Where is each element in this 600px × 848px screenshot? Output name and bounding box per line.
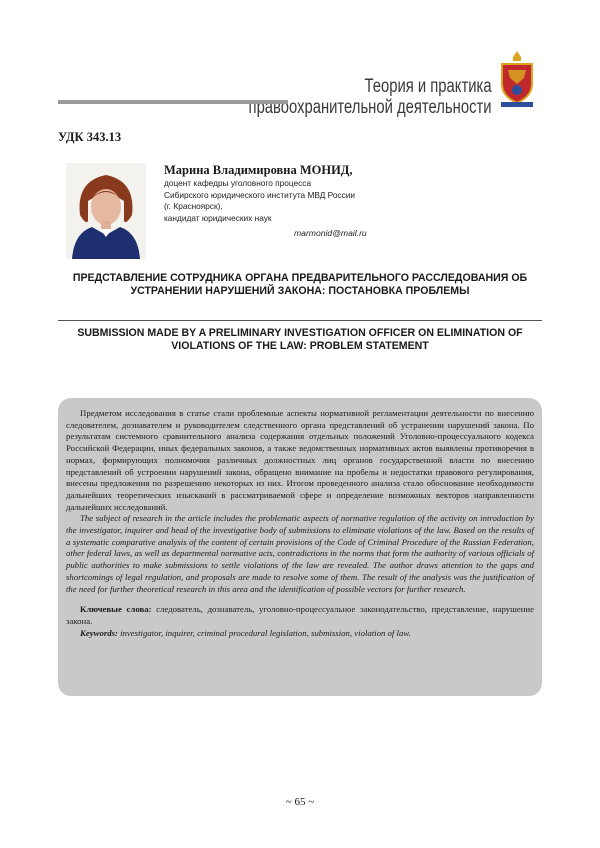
author-info bbox=[164, 162, 404, 238]
author-city: (г. Красноярск), bbox=[164, 201, 404, 213]
journal-title bbox=[249, 76, 492, 118]
header-rule bbox=[58, 100, 288, 104]
author-institute: Сибирского юридического института МВД России bbox=[164, 190, 404, 202]
keywords-en-label: Keywords: bbox=[80, 628, 118, 638]
article-title-ru: ПРЕДСТАВЛЕНИЕ СОТРУДНИКА ОРГАНА ПРЕДВАРИТЕЛЬНОГО РАССЛЕДОВАНИЯ ОБ УСТРАНЕНИИ НАРУШЕНИЙ ЗАКОНА: ПОСТАНОВКА ПРОБЛЕМЫ bbox=[58, 272, 542, 297]
keywords-section bbox=[66, 604, 534, 639]
keywords-ru-label: Ключевые слова: bbox=[80, 604, 152, 614]
author-photo bbox=[66, 163, 146, 259]
title-divider bbox=[58, 320, 542, 321]
abstract-box bbox=[58, 398, 542, 696]
journal-title-line2: правоохранительной деятельности bbox=[249, 97, 492, 118]
author-position: доцент кафедры уголовного процесса bbox=[164, 178, 404, 190]
author-name: Марина Владимировна МОНИД, bbox=[164, 162, 404, 178]
article-title-en: SUBMISSION MADE BY A PRELIMINARY INVESTIGATION OFFICER ON ELIMINATION OF VIOLATIONS OF THE LAW: PROBLEM STATEMENT bbox=[58, 327, 542, 352]
author-degree: кандидат юридических наук bbox=[164, 213, 404, 225]
journal-title-line1: Теория и практика bbox=[249, 76, 492, 97]
abstract-ru: Предметом исследования в статье стали проблемные аспекты нормативной регламентации деятельности по внесению следователем, дознавателем и руководителем следственного органа представлений об устранении нарушений закона. По результатам системного сравнительного анализа содержания отдельных положений Уголовно-процессуального кодекса Российской Федерации, иных федеральных законов, а также ведомственных нормативных актов выявлены противоречия в нормах, формирующих полномочия различных должностных лиц органов государственной власти по внесению представлений об устроении нарушений закона, обращено внимание на пробелы и недостатки правового регулирования, внесены предложения по разрешению некоторых из них. Итогом проведенного анализа стало обоснование необходимости дальнейших теоретических изысканий в рассматриваемой сфере и определение возможных векторов направленности дальнейших исследований. bbox=[66, 408, 534, 513]
institute-emblem-icon bbox=[498, 50, 536, 108]
page-number: ~ 65 ~ bbox=[0, 796, 600, 808]
keywords-ru-text: следователь, дознаватель, уголовно-процессуальное законодательство, представление, нарушение закона. bbox=[66, 604, 534, 626]
udk-code: УДК 343.13 bbox=[58, 130, 121, 145]
author-email[interactable]: marmonid@mail.ru bbox=[164, 228, 404, 238]
abstract-en: The subject of research in the article includes the problematic aspects of normative regulation of the activity on introduction by the investigator, inquirer and head of the investigative body of submissions to eliminate violations of the law. Based on the results of a systematic comparative analysis of the content of certain provisions of the Code of Criminal Procedure of the Russian Federation, other federal laws, as well as departmental normative acts, contradictions in the norms that form the authority of various officials of public authorities to make submissions to settle violations of the law are revealed. The author draws attention to the gaps and shortcomings of legal regulation, and proposals are made to resolve some of them. The result of the analysis was the justification of the need for further theoretical research in this area and the identification of possible vectors for further research. bbox=[66, 513, 534, 595]
keywords-en-text: investigator, inquirer, criminal procedural legislation, submission, violation of law. bbox=[120, 628, 411, 638]
